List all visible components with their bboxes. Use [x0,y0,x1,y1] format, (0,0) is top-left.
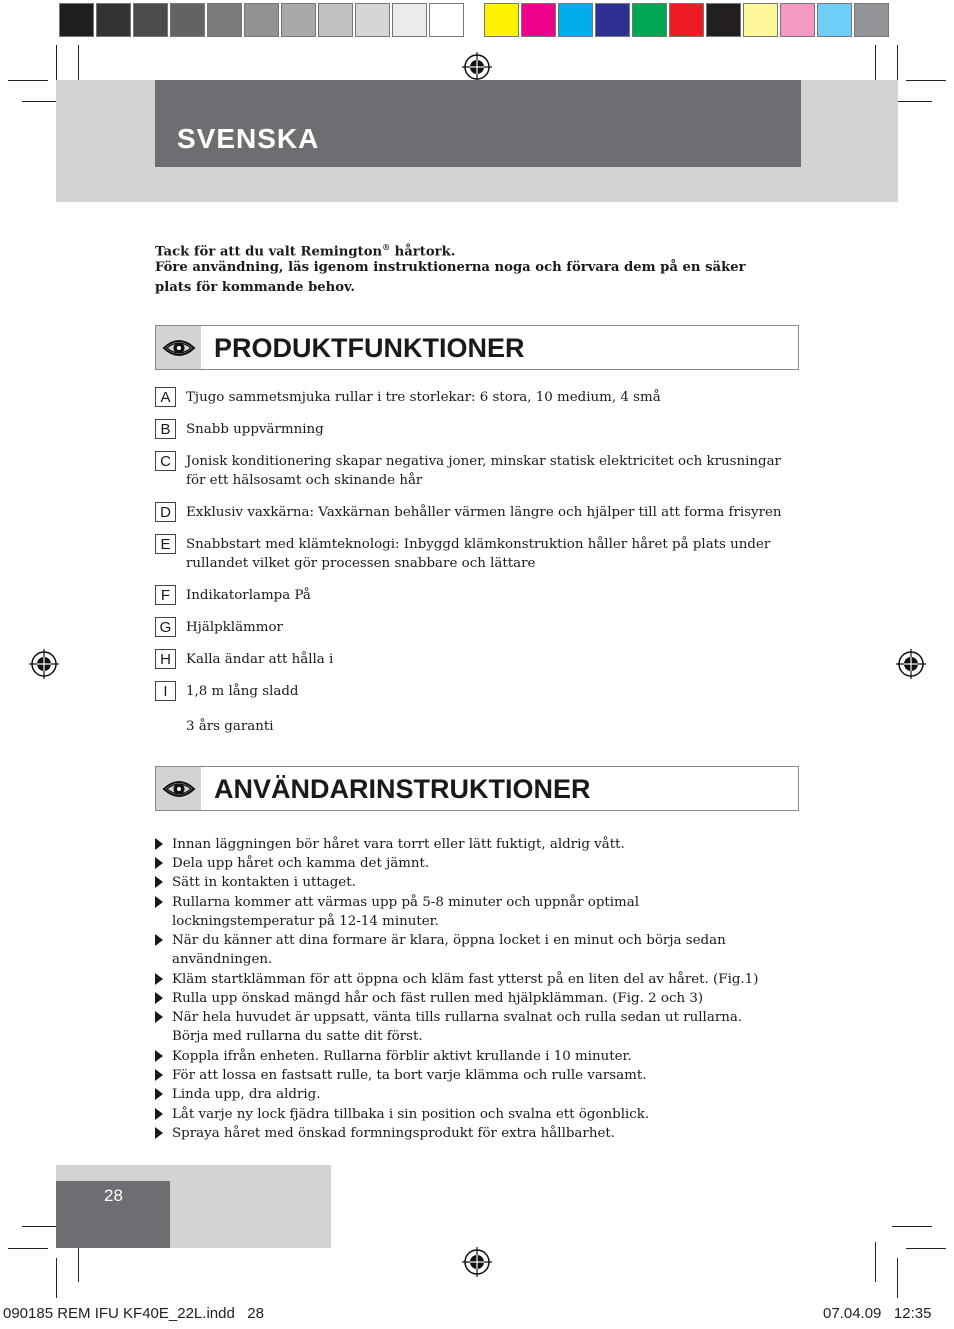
crop-mark [56,1258,57,1298]
color-swatch [96,3,131,37]
intro-thanks-end: hårtork. [390,244,456,260]
instruction-text: Koppla ifrån enheten. Rullarna förblir aktivt krullande i 10 minuter. [172,1049,632,1064]
instruction-text: Linda upp, dra aldrig. [172,1087,321,1102]
eye-icon [162,777,196,801]
section-heading-label: PRODUKTFUNKTIONER [214,333,525,363]
color-swatch [632,3,667,37]
color-swatch [429,3,464,37]
bullet-arrow-icon [155,1069,163,1081]
instruction-text: När du känner att dina formare är klara, öppna locket i en minut och börja sedan användningen. [172,933,726,968]
instruction-text: Sätt in kontakten i uttaget. [172,875,356,890]
bullet-arrow-icon [155,857,163,869]
crop-mark [8,1248,48,1249]
instruction-text: För att lossa en fastsatt rulle, ta bort varje klämma och rulle varsamt. [172,1068,647,1083]
section-heading-features [155,325,799,370]
registration-mark-icon [896,649,926,679]
feature-text: Indikatorlampa På [186,588,311,603]
color-swatch [669,3,704,37]
bullet-arrow-icon [155,1127,163,1139]
feature-text: Jonisk konditionering skapar negativa joner, minskar statisk elektricitet och krusningar för ett hälsosamt och skinande hår [186,454,781,488]
page-title: SVENSKA [177,123,320,154]
feature-letter: H [155,649,176,669]
bullet-arrow-icon [155,973,163,985]
crop-mark [875,1242,876,1282]
color-swatch [817,3,852,37]
color-swatch [392,3,427,37]
instruction-text: Dela upp håret och kamma det jämnt. [172,856,430,871]
instruction-text: Innan läggningen bör håret vara torrt eller lätt fuktigt, aldrig vått. [172,837,625,852]
footer-date-time: 07.04.09 12:35 [823,1305,932,1322]
bullet-arrow-icon [155,934,163,946]
crop-mark [8,80,48,81]
crop-mark [897,45,898,85]
warranty-text: 3 års garanti [186,719,274,734]
crop-mark [892,1226,932,1227]
bullet-arrow-icon [155,1108,163,1120]
bullet-arrow-icon [155,838,163,850]
instruction-text: Rulla upp önskad mängd hår och fäst rullen med hjälpklämman. (Fig. 2 och 3) [172,991,704,1006]
crop-mark [897,1258,898,1298]
feature-letter: B [155,419,176,439]
feature-letter: F [155,585,176,605]
bullet-arrow-icon [155,992,163,1004]
instruction-text: Kläm startklämman för att öppna och kläm fast ytterst på en liten del av håret. (Fig.1) [172,972,759,987]
section-heading-label: ANVÄNDARINSTRUKTIONER [214,774,591,804]
color-swatch [743,3,778,37]
color-swatch [854,3,889,37]
color-swatch [281,3,316,37]
color-swatch [521,3,556,37]
feature-text: Snabbstart med klämteknologi: Inbyggd klämkonstruktion håller håret på plats under rullandet vilket gör processen snabbare och lättare [186,537,771,571]
feature-text: 1,8 m lång sladd [186,684,299,699]
feature-text: Hjälpklämmor [186,620,283,635]
title-box [155,80,801,167]
page-number: 28 [104,1186,123,1205]
intro-instructions: Före användning, läs igenom instruktionerna noga och förvara dem på en säker plats för kommande behov. [155,260,746,295]
registration-mark-icon [29,649,59,679]
color-swatch [59,3,94,37]
section-icon-cell [156,326,201,369]
cmyk-color-bar [484,3,891,37]
eye-icon [162,336,196,360]
crop-mark [78,45,79,85]
feature-letter: I [155,681,176,701]
instruction-text: När hela huvudet är uppsatt, vänta tills rullarna svalnat och rulla sedan ut rullarna. Börja med rullarna du satte dit först. [172,1010,743,1045]
color-swatch [780,3,815,37]
feature-letter: D [155,502,176,522]
bullet-arrow-icon [155,896,163,908]
crop-mark [78,1242,79,1282]
color-swatch [484,3,519,37]
feature-letter: E [155,534,176,554]
crop-mark [906,1248,946,1249]
page-number-box [56,1181,170,1248]
feature-letter: G [155,617,176,637]
color-swatch [595,3,630,37]
feature-text: Kalla ändar att hålla i [186,652,334,667]
grayscale-color-bar [59,3,466,37]
feature-letter: A [155,387,176,407]
color-swatch [355,3,390,37]
registration-mark-icon [462,52,492,82]
color-swatch [133,3,168,37]
crop-mark [906,80,946,81]
intro-thanks-text: Tack för att du valt Remington [155,244,383,260]
color-swatch [170,3,205,37]
feature-text: Tjugo sammetsmjuka rullar i tre storlekar: 6 stora, 10 medium, 4 små [186,390,661,405]
color-swatch [207,3,242,37]
registered-mark: ® [382,242,391,252]
bullet-arrow-icon [155,1088,163,1100]
instruction-text: Spraya håret med önskad formningsprodukt för extra hållbarhet. [172,1126,616,1141]
bullet-arrow-icon [155,1050,163,1062]
color-swatch [318,3,353,37]
instruction-text: Rullarna kommer att värmas upp på 5-8 minuter och uppnår optimal lockningstemperatur på 12-14 minuter. [172,895,640,930]
instruction-text: Låt varje ny lock fjädra tillbaka i sin position och svalna ett ögonblick. [172,1107,650,1122]
color-swatch [706,3,741,37]
section-heading-instructions [155,766,799,811]
crop-mark [875,45,876,85]
feature-text: Snabb uppvärmning [186,422,324,437]
section-icon-cell [156,767,201,810]
crop-mark [892,101,932,102]
bullet-arrow-icon [155,876,163,888]
color-swatch [244,3,279,37]
footer-file-info: 090185 REM IFU KF40E_22L.indd 28 [3,1305,264,1322]
registration-mark-icon [462,1247,492,1277]
bullet-arrow-icon [155,1011,163,1023]
feature-text: Exklusiv vaxkärna: Vaxkärnan behåller värmen längre och hjälper till att forma frisyren [186,505,782,520]
crop-mark [56,45,57,85]
color-swatch [558,3,593,37]
feature-letter: C [155,451,176,471]
